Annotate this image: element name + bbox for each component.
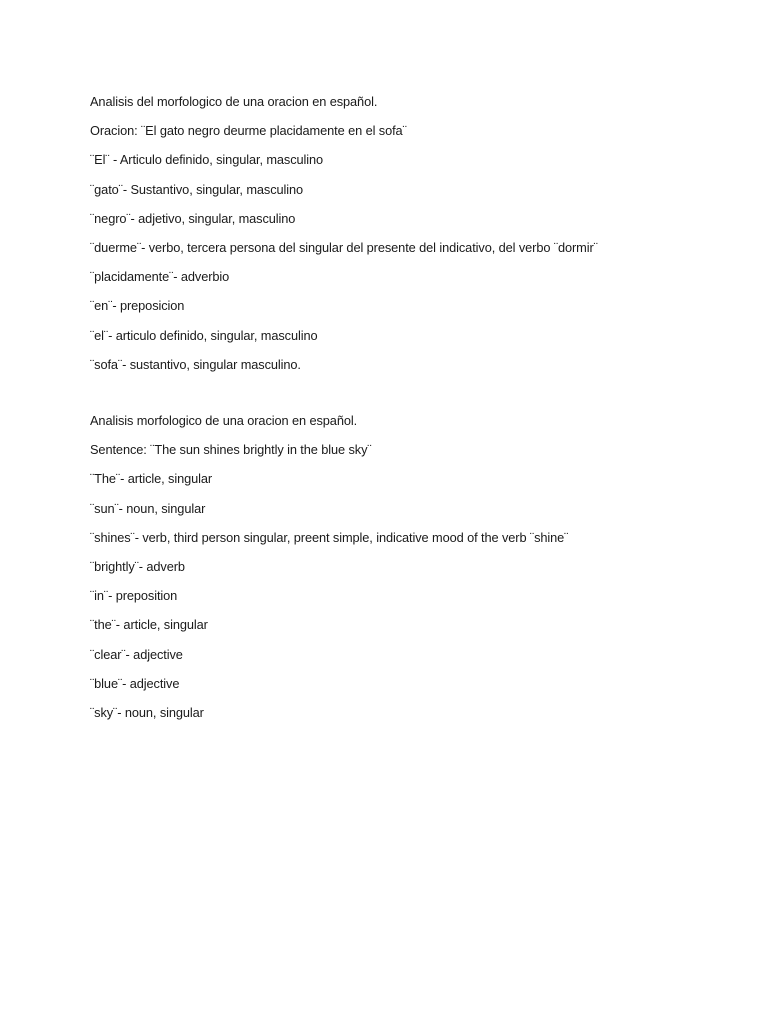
word-analysis-line: ¨gato¨- Sustantivo, singular, masculino: [90, 181, 304, 197]
word-analysis-line: ¨duerme¨- verbo, tercera persona del singular del presente del indicativo, del verbo ¨dormir¨: [90, 239, 598, 255]
word-analysis-line: ¨The¨- article, singular: [90, 471, 213, 487]
word-analysis-line: ¨sofa¨- sustantivo, singular masculino.: [90, 356, 301, 372]
word-analysis-line: ¨sky¨- noun, singular: [90, 704, 204, 720]
sentence-line: Sentence: ¨The sun shines brightly in the blue sky¨: [90, 442, 372, 458]
english-analysis-section: [90, 411, 750, 732]
section-heading: Analisis del morfologico de una oracion en español.: [90, 94, 378, 109]
word-analysis-line: ¨the¨- article, singular: [90, 617, 208, 633]
word-analysis-line: ¨shines¨- verb, third person singular, preent simple, indicative mood of the verb ¨shine¨: [90, 529, 569, 545]
spanish-analysis-section: [90, 92, 750, 384]
word-analysis-line: ¨in¨- preposition: [90, 588, 178, 604]
sentence-line: Oracion: ¨El gato negro deurme placidamente en el sofa¨: [90, 123, 407, 139]
word-analysis-line: ¨brightly¨- adverb: [90, 558, 185, 574]
word-analysis-line: ¨el¨- articulo definido, singular, masculino: [90, 327, 318, 343]
word-analysis-line: ¨blue¨- adjective: [90, 675, 180, 691]
word-analysis-line: ¨El¨ - Articulo definido, singular, masculino: [90, 152, 324, 168]
section-heading: Analisis morfologico de una oracion en español.: [90, 413, 358, 428]
word-analysis-line: ¨clear¨- adjective: [90, 646, 183, 662]
word-analysis-line: ¨sun¨- noun, singular: [90, 500, 206, 516]
word-analysis-line: ¨placidamente¨- adverbio: [90, 269, 230, 285]
word-analysis-line: ¨negro¨- adjetivo, singular, masculino: [90, 210, 296, 226]
word-analysis-line: ¨en¨- preposicion: [90, 298, 185, 314]
